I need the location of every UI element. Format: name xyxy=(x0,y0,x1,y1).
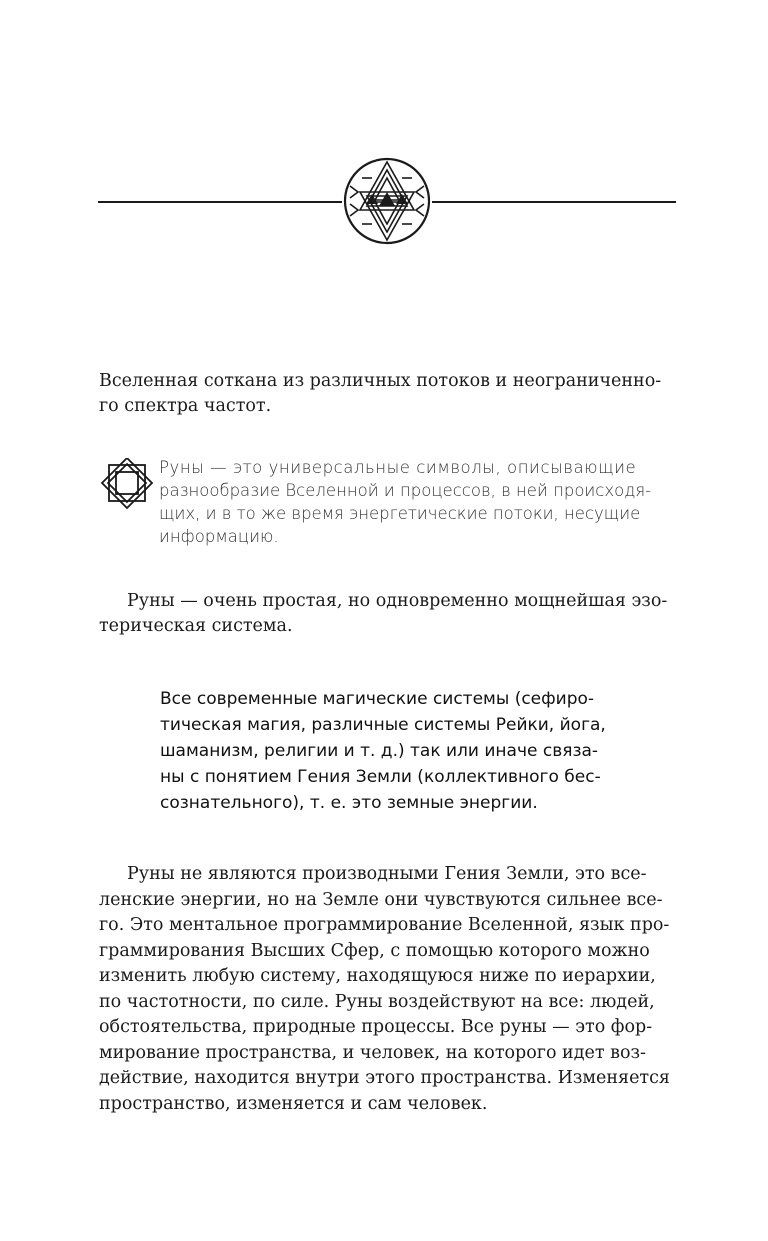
quote-line: тическая магия, различные системы Рейки, йога, xyxy=(160,715,606,735)
intro-paragraph xyxy=(99,369,679,419)
star-of-david-mandala-icon xyxy=(342,156,432,246)
main-line: граммирования Высших Сфер, с помощью которого можно xyxy=(99,940,650,961)
divider-rule-right xyxy=(432,201,676,203)
main-line: действие, находится внутри этого пространства. Изменяется xyxy=(99,1068,670,1088)
main-line: пространство, изменяется и сам человек. xyxy=(99,1093,488,1114)
intro-line: Вселенная соткана из различных потоков и неограниченно- xyxy=(99,371,662,391)
main-line: Руны не являются производными Гения Земли, это все- xyxy=(127,864,647,884)
note-line: разнообразие Вселенной и процессов, в ней происходя- xyxy=(159,481,652,500)
note-line: щих, и в то же время энергетические потоки, несущие xyxy=(159,504,641,523)
note-text xyxy=(159,456,675,548)
ornament-divider xyxy=(98,156,676,246)
divider-rule-left xyxy=(98,201,342,203)
note-box xyxy=(98,456,678,552)
main-line: по частотности, по силе. Руны воздействуют на все: людей, xyxy=(99,991,655,1012)
quote-line: сознательного), т. е. это земные энергии. xyxy=(160,793,538,813)
note-line: Руны — это универсальные символы, описывающие xyxy=(159,458,637,477)
quote-block xyxy=(160,686,615,816)
quote-line: ны с понятием Гения Земли (коллективного бес- xyxy=(160,767,601,787)
main-line: мирование пространства, и человек, на которого идет воз- xyxy=(99,1042,646,1063)
quote-line: шаманизм, религии и т. д.) так или иначе связа- xyxy=(160,741,599,761)
intro-line: го спектра частот. xyxy=(99,396,272,416)
octagram-square-icon xyxy=(98,458,156,510)
main-line: го. Это ментальное программирование Вселенной, язык про- xyxy=(99,915,670,935)
main-line: изменить любую систему, находящуюся ниже по иерархии, xyxy=(99,966,656,986)
quote-line: Все современные магические системы (сефиро- xyxy=(160,689,595,709)
main-line: ленские энергии, но на Земле они чувствуются сильнее все- xyxy=(99,889,663,910)
main-paragraph xyxy=(99,862,679,1117)
runes-line: терическая система. xyxy=(99,616,293,636)
runes-line: Руны — очень простая, но одновременно мощнейшая эзо- xyxy=(127,591,668,611)
note-line: информацию. xyxy=(159,527,279,546)
runes-paragraph xyxy=(99,589,679,639)
main-line: обстоятельства, природные процессы. Все руны — это фор- xyxy=(99,1017,653,1037)
